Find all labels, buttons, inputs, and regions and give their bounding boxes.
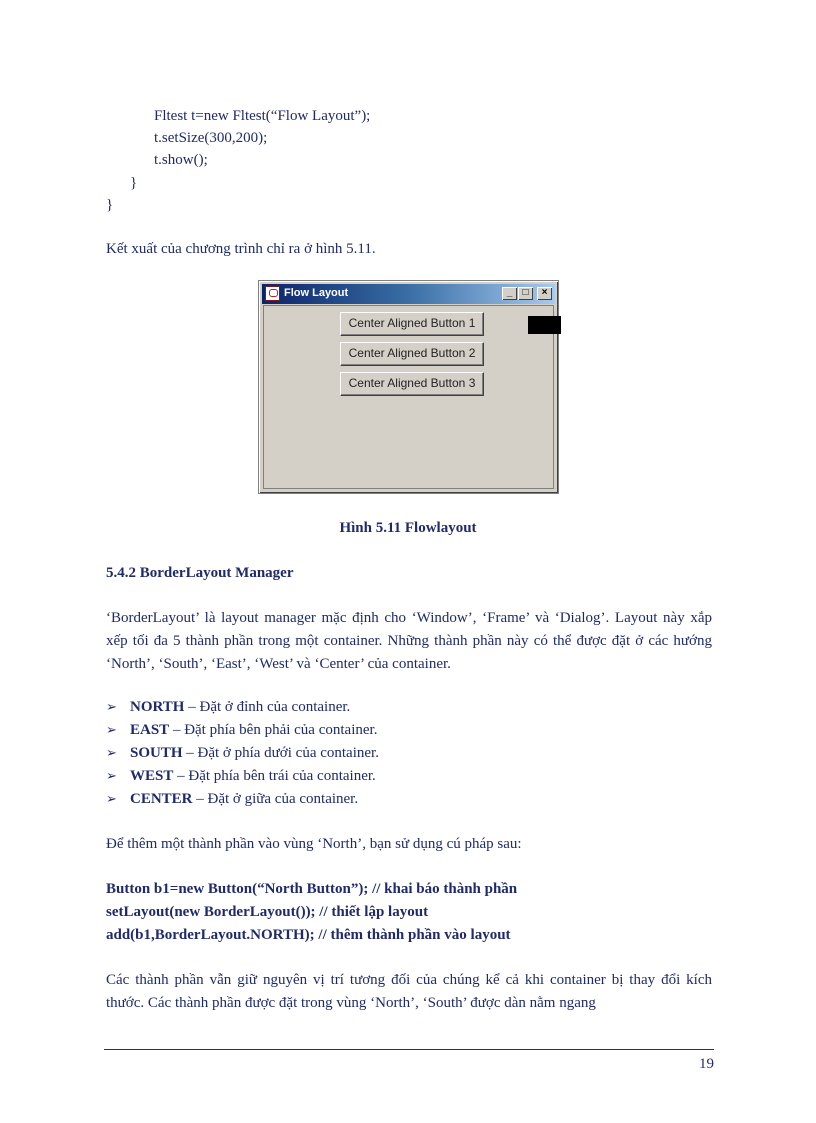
- paragraph-1: ‘BorderLayout’ là layout manager mặc định cho ‘Window’, ‘Frame’ và ‘Dialog’. Layout này xắp xếp tối đa 5 thành phần trong một container. Những thành phần này có thể được đặt ở các hướng ‘North’, ‘South’, ‘East’, ‘West’ và ‘Center’ của container.: [106, 610, 712, 672]
- list-item: [130, 766, 376, 786]
- list-item-term: EAST: [130, 722, 170, 738]
- code2-line-1: Button b1=new Button(“North Button”); // khai báo thành phần: [106, 881, 518, 897]
- center-aligned-button-1[interactable]: Center Aligned Button 1: [340, 312, 484, 336]
- list-item: [130, 720, 377, 740]
- section-heading: 5.4.2 BorderLayout Manager: [106, 565, 294, 581]
- list-item-term: SOUTH: [130, 745, 183, 761]
- code2-line-2: setLayout(new BorderLayout()); // thiết lập layout: [106, 904, 429, 920]
- close-button[interactable]: ×: [537, 287, 552, 300]
- code-line-5: }: [106, 197, 114, 213]
- maximize-button[interactable]: □: [518, 287, 533, 300]
- code2-line-3: add(b1,BorderLayout.NORTH); // thêm thành phần vào layout: [106, 927, 511, 943]
- java-app-icon: [265, 286, 280, 301]
- minimize-button[interactable]: _: [502, 287, 517, 300]
- list-item-term: CENTER: [130, 791, 193, 807]
- code-line-4: }: [130, 175, 138, 191]
- paragraph-3: Các thành phần vẫn giữ nguyên vị trí tương đối của chúng kể cả khi container bị thay đổi kích thước. Các thành phần được đặt trong vùng ‘North’, ‘South’ được dàn nằm ngang: [106, 972, 712, 1011]
- code-line-3: t.show();: [154, 152, 208, 168]
- bullet-arrow-icon: ➢: [106, 768, 117, 783]
- page-number: 19: [699, 1056, 714, 1072]
- list-item: [130, 789, 358, 809]
- list-item-desc: – Đặt phía bên phải của container.: [169, 722, 378, 738]
- bullet-arrow-icon: ➢: [106, 791, 117, 806]
- bullet-arrow-icon: ➢: [106, 722, 117, 737]
- list-item-desc: – Đặt ở giữa của container.: [192, 791, 359, 807]
- intro-text: Kết xuất của chương trình chỉ ra ở hình 5.11.: [106, 241, 376, 257]
- bullet-arrow-icon: ➢: [106, 745, 117, 760]
- code-line-1: Fltest t=new Fltest(“Flow Layout”);: [154, 108, 371, 124]
- paragraph-2: Để thêm một thành phần vào vùng ‘North’, bạn sử dụng cú pháp sau:: [106, 836, 522, 852]
- list-item-desc: – Đặt phía bên trái của container.: [173, 768, 376, 784]
- list-item: [130, 743, 379, 763]
- center-aligned-button-3[interactable]: Center Aligned Button 3: [340, 372, 484, 396]
- footer-divider: [104, 1049, 714, 1050]
- bullet-arrow-icon: ➢: [106, 699, 117, 714]
- list-item-desc: – Đặt ở phía dưới của container.: [182, 745, 379, 761]
- window-title: Flow Layout: [284, 287, 349, 299]
- figure-caption: Hình 5.11 Flowlayout: [339, 520, 477, 536]
- list-item-desc: – Đặt ở đỉnh của container.: [184, 699, 351, 715]
- code-line-2: t.setSize(300,200);: [154, 130, 268, 146]
- center-aligned-button-2[interactable]: Center Aligned Button 2: [340, 342, 484, 366]
- list-item-term: WEST: [130, 768, 174, 784]
- list-item: [130, 697, 350, 717]
- flow-layout-window: [258, 280, 559, 494]
- list-item-term: NORTH: [130, 699, 185, 715]
- window-client-area: [263, 305, 554, 489]
- black-rectangle: [528, 316, 561, 334]
- window-titlebar[interactable]: [262, 284, 555, 304]
